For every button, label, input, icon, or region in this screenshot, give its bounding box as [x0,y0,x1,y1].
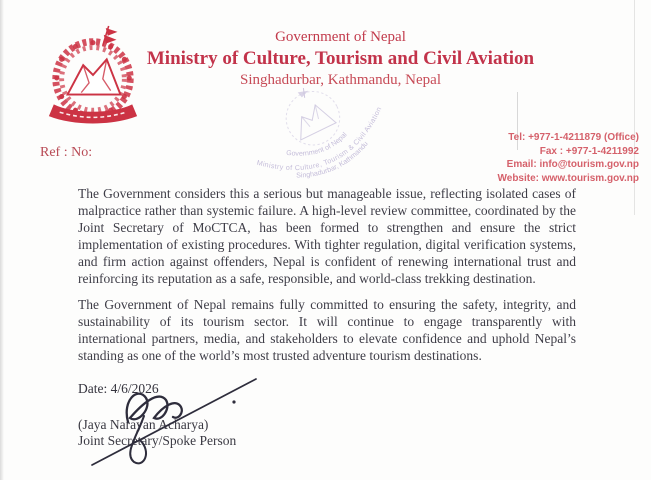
watermark-ministry-arc-text: Ministry of Culture, Tourism & Civil Aviation [255,105,384,173]
letterhead-government-line: Government of Nepal [275,29,406,45]
watermark-government-arc-text: Government of Nepal [285,130,349,158]
letter-body [78,186,576,375]
contact-tel: Tel: +977-1-4211879 (Office) [508,132,639,143]
letterhead-address-line: Singhadurbar, Kathmandu, Nepal [239,71,441,88]
body-paragraph-1: The Government considers this a serious but manageable issue, reflecting isolated cases of malpractice rather than systemic failure. A high-level review committee, coordinated by the Joint Secretary of MoCTCA, has been formed to strengthen and ensure the strict implementation of existing procedures. With tighter regulation, digital verification systems, and firm action against offenders, Nepal is confident of renewing international trust and reinforcing its reputation as a safe, responsible, and world-class trekking destination. [78,186,576,286]
date-line: Date: 4/6/2026 [78,381,159,396]
scan-left-edge-shadow [0,0,4,480]
signatory-title: Joint Secretary/Spoke Person [78,433,237,448]
letterhead-ministry-line: Ministry of Culture, Tourism and Civil Aviation [146,47,535,69]
watermark-address-arc-text: Singhadurbar, Kathmandu [296,139,370,180]
signatory-name: (Jaya Narayan Acharya) [78,417,209,432]
contact-website: Website: www.tourism.gov.np [497,172,639,184]
contact-email: Email: info@tourism.gov.np [506,159,639,170]
contact-fax: Fax : +977-1-4211992 [539,145,639,157]
contact-block [498,131,640,185]
body-paragraph-2: The Government of Nepal remains fully committed to ensuring the safety, integrity, and sustainability of its tourism sector. It will continue to engage transparently with international partners, media, and stakeholders to elevate confidence and uphold Nepal’s standing as one of the world’s most trusted adventure tourism destinations. [78,297,576,364]
ref-no-label: Ref : No: [40,145,93,160]
